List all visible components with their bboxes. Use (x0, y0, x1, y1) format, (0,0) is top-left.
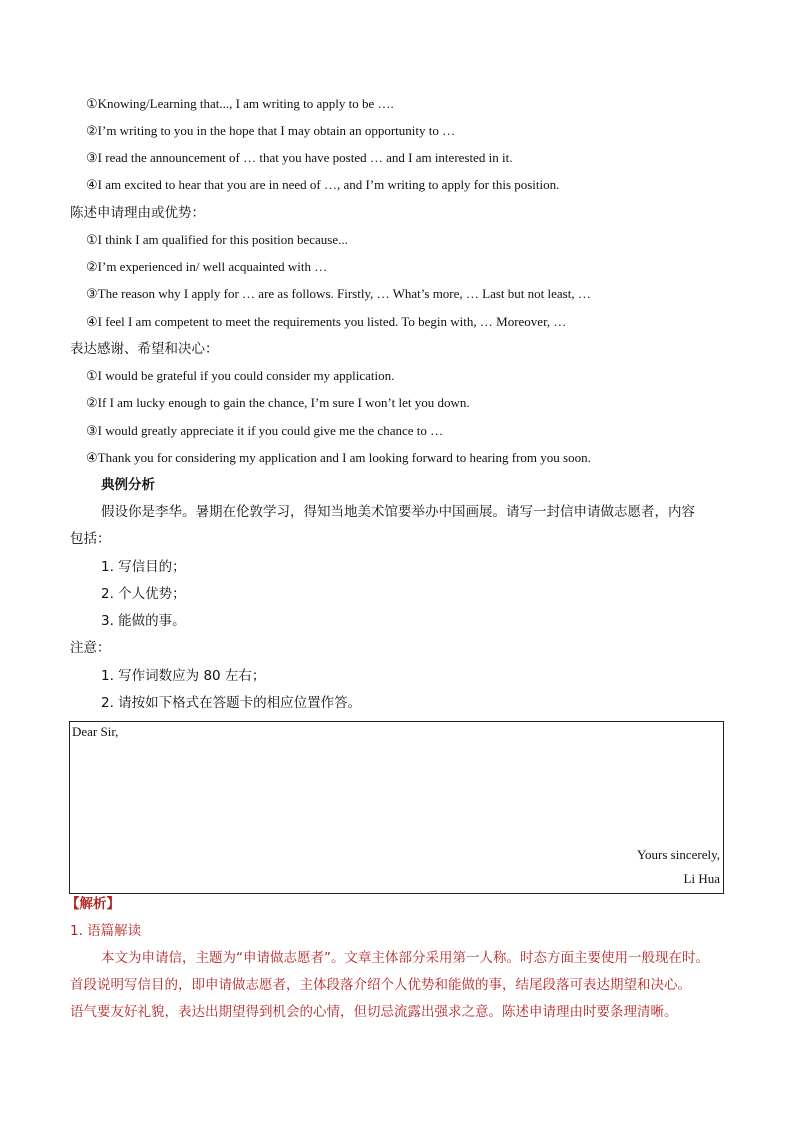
closing-phrase: ③I would greatly appreciate it if you could give me the chance to … (86, 423, 444, 438)
closing-phrase: ②If I am lucky enough to gain the chance, I’m sure I won’t let you down. (86, 395, 470, 410)
task-description-cont: 包括： (70, 531, 111, 547)
analysis-heading: 【解析】 (66, 896, 120, 912)
letter-answer-box (69, 721, 724, 894)
opening-phrase: ②I’m writing to you in the hope that I may obtain an opportunity to … (86, 123, 456, 138)
note-item: 1. 写作词数应为 80 左右； (101, 668, 266, 684)
letter-closing: Yours sincerely, (636, 847, 720, 862)
content-item: 3. 能做的事。 (101, 613, 186, 629)
reason-phrase: ④I feel I am competent to meet the requirements you listed. To begin with, … Moreover, … (86, 314, 567, 329)
section-heading-reasons: 陈述申请理由或优势： (70, 205, 205, 221)
analysis-subheading: 1. 语篇解读 (70, 923, 142, 939)
content-item: 2. 个人优势； (101, 586, 186, 602)
analysis-text: 语气要友好礼貌，表达出期望得到机会的心情，但切忌流露出强求之意。陈述申请理由时要条理清晰。 (70, 1004, 678, 1020)
analysis-text: 首段说明写信目的，即申请做志愿者，主体段落介绍个人优势和能做的事，结尾段落可表达期望和决心。 (70, 977, 691, 993)
notes-heading: 注意： (70, 640, 111, 656)
task-description: 假设你是李华。暑期在伦敦学习，得知当地美术馆要举办中国画展。请写一封信申请做志愿者，内容 (101, 504, 695, 520)
closing-phrase: ①I would be grateful if you could consider my application. (86, 368, 395, 383)
content-item: 1. 写信目的； (101, 559, 186, 575)
letter-signature: Li Hua (683, 871, 720, 886)
opening-phrase: ①Knowing/Learning that..., I am writing to apply to be …. (86, 96, 394, 111)
analysis-text: 本文为申请信，主题为“申请做志愿者”。文章主体部分采用第一人称。时态方面主要使用一般现在时。 (101, 950, 709, 966)
reason-phrase: ③The reason why I apply for … are as follows. Firstly, … What’s more, … Last but not least, … (86, 286, 591, 301)
opening-phrase: ④I am excited to hear that you are in need of …, and I’m writing to apply for this position. (86, 177, 560, 192)
opening-phrase: ③I read the announcement of … that you have posted … and I am interested in it. (86, 150, 513, 165)
closing-phrase: ④Thank you for considering my application and I am looking forward to hearing from you soon. (86, 450, 591, 465)
letter-salutation: Dear Sir, (72, 724, 119, 739)
reason-phrase: ②I’m experienced in/ well acquainted with … (86, 259, 328, 274)
section-heading-closing: 表达感谢、希望和决心： (70, 341, 219, 357)
note-item: 2. 请按如下格式在答题卡的相应位置作答。 (101, 695, 362, 711)
example-heading: 典例分析 (101, 477, 155, 493)
reason-phrase: ①I think I am qualified for this position because... (86, 232, 348, 247)
